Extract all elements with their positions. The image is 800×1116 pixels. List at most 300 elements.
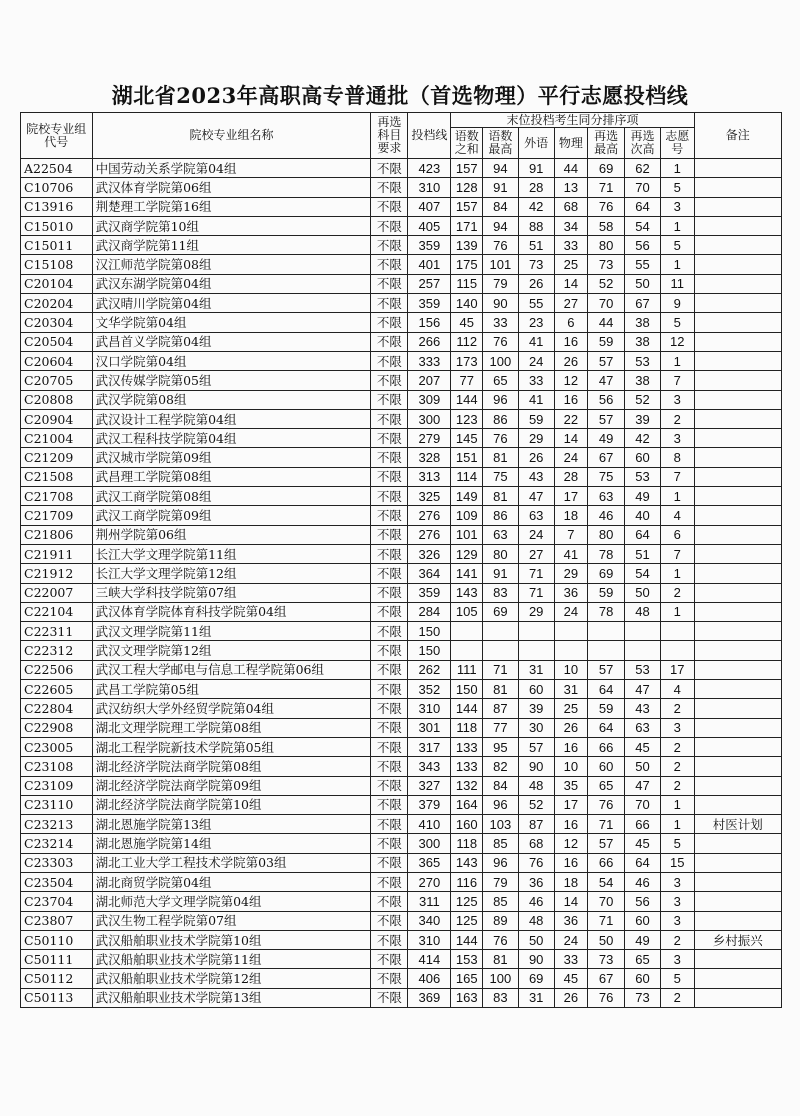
cell-code: C21209 — [21, 448, 93, 467]
table-row — [21, 371, 782, 390]
cell-code: C50112 — [21, 969, 93, 988]
cell-resel-max: 49 — [588, 429, 625, 448]
cell-yushu-sum: 143 — [451, 583, 483, 602]
cell-name: 三峡大学科技学院第07组 — [92, 583, 371, 602]
cell-score: 328 — [408, 448, 451, 467]
cell-physics: 26 — [554, 988, 588, 1007]
cell-physics: 16 — [554, 737, 588, 756]
cell-resel-max: 73 — [588, 950, 625, 969]
cell-wish: 5 — [660, 236, 694, 255]
cell-physics: 10 — [554, 660, 588, 679]
cell-wish: 3 — [660, 911, 694, 930]
cell-yushu-max: 103 — [483, 815, 519, 834]
cell-resel-max: 70 — [588, 294, 625, 313]
cell-remark — [694, 911, 781, 930]
cell-wish: 2 — [660, 988, 694, 1007]
cell-requirement: 不限 — [371, 795, 408, 814]
cell-resel-max: 60 — [588, 757, 625, 776]
cell-remark — [694, 506, 781, 525]
table-row — [21, 815, 782, 834]
cell-foreign: 90 — [518, 757, 554, 776]
cell-yushu-sum: 150 — [451, 680, 483, 699]
cell-foreign: 47 — [518, 487, 554, 506]
cell-code: C23109 — [21, 776, 93, 795]
cell-requirement: 不限 — [371, 448, 408, 467]
cell-resel-second: 49 — [625, 487, 661, 506]
header-yushu-sum: 语数之和 — [451, 128, 483, 159]
cell-wish: 1 — [660, 255, 694, 274]
cell-remark — [694, 525, 781, 544]
cell-foreign: 68 — [518, 834, 554, 853]
cell-remark — [694, 602, 781, 621]
cell-wish: 1 — [660, 351, 694, 370]
cell-yushu-max: 81 — [483, 487, 519, 506]
cell-wish: 1 — [660, 602, 694, 621]
cell-physics: 13 — [554, 178, 588, 197]
cell-yushu-sum: 144 — [451, 390, 483, 409]
table-row — [21, 159, 782, 178]
cell-name: 湖北经济学院法商学院第09组 — [92, 776, 371, 795]
cell-yushu-sum: 139 — [451, 236, 483, 255]
cell-requirement: 不限 — [371, 872, 408, 891]
table-row — [21, 737, 782, 756]
cell-name: 长江大学文理学院第12组 — [92, 564, 371, 583]
cell-name: 武汉体育学院体育科技学院第04组 — [92, 602, 371, 621]
cell-resel-max: 75 — [588, 467, 625, 486]
cell-wish — [660, 622, 694, 641]
cell-requirement: 不限 — [371, 834, 408, 853]
cell-physics: 18 — [554, 872, 588, 891]
cell-wish: 9 — [660, 294, 694, 313]
cell-name: 武汉文理学院第11组 — [92, 622, 371, 641]
cell-yushu-sum: 157 — [451, 159, 483, 178]
cell-resel-second: 56 — [625, 236, 661, 255]
cell-resel-second: 56 — [625, 892, 661, 911]
cell-resel-second: 65 — [625, 950, 661, 969]
cell-name: 湖北商贸学院第04组 — [92, 872, 371, 891]
cell-name: 武汉商学院第10组 — [92, 216, 371, 235]
cell-wish: 3 — [660, 872, 694, 891]
cell-yushu-max: 80 — [483, 544, 519, 563]
cell-code: C23303 — [21, 853, 93, 872]
cell-yushu-sum: 157 — [451, 197, 483, 216]
cell-resel-second: 62 — [625, 159, 661, 178]
table-row — [21, 429, 782, 448]
cell-physics: 25 — [554, 699, 588, 718]
table-row — [21, 216, 782, 235]
cell-yushu-sum — [451, 622, 483, 641]
cell-yushu-max — [483, 641, 519, 660]
cell-name: 武昌工学院第05组 — [92, 680, 371, 699]
header-resel-second: 再选次高 — [625, 128, 661, 159]
cell-yushu-max: 65 — [483, 371, 519, 390]
cell-physics: 7 — [554, 525, 588, 544]
header-wish: 志愿号 — [660, 128, 694, 159]
cell-code: C20705 — [21, 371, 93, 390]
cell-resel-max: 64 — [588, 680, 625, 699]
table-row — [21, 872, 782, 891]
cell-remark — [694, 853, 781, 872]
cell-name: 武汉城市学院第09组 — [92, 448, 371, 467]
header-yushu-max: 语数最高 — [483, 128, 519, 159]
cell-yushu-max: 81 — [483, 680, 519, 699]
table-row — [21, 853, 782, 872]
cell-wish: 2 — [660, 776, 694, 795]
cell-code: C23005 — [21, 737, 93, 756]
cell-resel-max: 47 — [588, 371, 625, 390]
cell-score: 207 — [408, 371, 451, 390]
cell-score: 343 — [408, 757, 451, 776]
cell-foreign: 48 — [518, 911, 554, 930]
cell-yushu-max: 77 — [483, 718, 519, 737]
cell-physics: 10 — [554, 757, 588, 776]
cell-wish: 7 — [660, 467, 694, 486]
cell-foreign: 59 — [518, 409, 554, 428]
cell-code: C23108 — [21, 757, 93, 776]
cell-code: C22311 — [21, 622, 93, 641]
cell-resel-second: 64 — [625, 197, 661, 216]
cell-resel-second: 43 — [625, 699, 661, 718]
cell-yushu-max: 100 — [483, 969, 519, 988]
cell-remark — [694, 718, 781, 737]
cell-foreign: 52 — [518, 795, 554, 814]
cell-code: C50110 — [21, 930, 93, 949]
table-row — [21, 602, 782, 621]
cell-wish: 2 — [660, 930, 694, 949]
cell-name: 湖北恩施学院第13组 — [92, 815, 371, 834]
cell-code: C23213 — [21, 815, 93, 834]
cell-yushu-sum: 77 — [451, 371, 483, 390]
cell-score: 284 — [408, 602, 451, 621]
cell-yushu-sum: 145 — [451, 429, 483, 448]
cell-code: C21004 — [21, 429, 93, 448]
cell-foreign: 57 — [518, 737, 554, 756]
cell-requirement: 不限 — [371, 274, 408, 293]
cell-yushu-sum: 144 — [451, 930, 483, 949]
cell-requirement: 不限 — [371, 294, 408, 313]
cell-score: 364 — [408, 564, 451, 583]
table-row — [21, 757, 782, 776]
cell-name: 湖北文理学院理工学院第08组 — [92, 718, 371, 737]
cell-requirement: 不限 — [371, 969, 408, 988]
cell-code: C22007 — [21, 583, 93, 602]
cell-yushu-max: 82 — [483, 757, 519, 776]
cell-name: 武汉文理学院第12组 — [92, 641, 371, 660]
cell-yushu-sum: 133 — [451, 737, 483, 756]
cell-yushu-sum: 143 — [451, 853, 483, 872]
cell-name: 武汉设计工程学院第04组 — [92, 409, 371, 428]
cell-foreign: 23 — [518, 313, 554, 332]
table-row — [21, 892, 782, 911]
cell-requirement: 不限 — [371, 332, 408, 351]
cell-yushu-sum: 125 — [451, 892, 483, 911]
cell-remark — [694, 680, 781, 699]
cell-wish: 1 — [660, 815, 694, 834]
cell-name: 武昌首义学院第04组 — [92, 332, 371, 351]
cell-name: 武汉晴川学院第04组 — [92, 294, 371, 313]
cell-score: 270 — [408, 872, 451, 891]
cell-requirement: 不限 — [371, 757, 408, 776]
cell-resel-max — [588, 622, 625, 641]
cell-resel-second: 38 — [625, 332, 661, 351]
cell-resel-second: 50 — [625, 757, 661, 776]
cell-score: 405 — [408, 216, 451, 235]
cell-remark — [694, 737, 781, 756]
cell-yushu-sum: 112 — [451, 332, 483, 351]
cell-physics: 33 — [554, 236, 588, 255]
cell-remark — [694, 969, 781, 988]
cell-resel-second: 70 — [625, 795, 661, 814]
cell-code: C20204 — [21, 294, 93, 313]
cell-yushu-sum: 144 — [451, 699, 483, 718]
cell-yushu-sum: 111 — [451, 660, 483, 679]
cell-foreign: 73 — [518, 255, 554, 274]
cell-remark — [694, 429, 781, 448]
cell-resel-second — [625, 641, 661, 660]
cell-yushu-max: 76 — [483, 332, 519, 351]
cell-score: 325 — [408, 487, 451, 506]
cell-requirement: 不限 — [371, 197, 408, 216]
table-row — [21, 351, 782, 370]
cell-name: 武汉船舶职业技术学院第12组 — [92, 969, 371, 988]
cell-name: 武汉学院第08组 — [92, 390, 371, 409]
cell-requirement: 不限 — [371, 506, 408, 525]
cell-wish: 2 — [660, 409, 694, 428]
cell-physics: 22 — [554, 409, 588, 428]
cell-remark: 村医计划 — [694, 815, 781, 834]
cell-remark — [694, 544, 781, 563]
cell-code: C22908 — [21, 718, 93, 737]
cell-yushu-sum: 45 — [451, 313, 483, 332]
cell-resel-second: 50 — [625, 583, 661, 602]
cell-requirement: 不限 — [371, 255, 408, 274]
cell-foreign: 30 — [518, 718, 554, 737]
table-row — [21, 583, 782, 602]
cell-foreign: 50 — [518, 930, 554, 949]
cell-yushu-max: 94 — [483, 159, 519, 178]
cell-score: 379 — [408, 795, 451, 814]
cell-yushu-max: 76 — [483, 236, 519, 255]
cell-requirement: 不限 — [371, 776, 408, 795]
cell-resel-second: 67 — [625, 294, 661, 313]
cell-wish: 5 — [660, 969, 694, 988]
header-code: 院校专业组代号 — [21, 113, 93, 159]
cell-yushu-max: 71 — [483, 660, 519, 679]
cell-remark — [694, 583, 781, 602]
cell-resel-second: 60 — [625, 448, 661, 467]
cell-remark — [694, 950, 781, 969]
cell-code: C21806 — [21, 525, 93, 544]
cell-wish — [660, 641, 694, 660]
cell-physics — [554, 641, 588, 660]
cell-resel-max: 59 — [588, 583, 625, 602]
cell-resel-second: 64 — [625, 853, 661, 872]
cell-foreign: 43 — [518, 467, 554, 486]
table-row — [21, 467, 782, 486]
cell-yushu-sum: 151 — [451, 448, 483, 467]
header-requirement: 再选科目要求 — [371, 113, 408, 159]
cell-physics: 36 — [554, 583, 588, 602]
cell-resel-second: 50 — [625, 274, 661, 293]
document-title: 湖北省2023年高职高专普通批（首选物理）平行志愿投档线 — [111, 83, 689, 108]
cell-score: 301 — [408, 718, 451, 737]
cell-physics: 41 — [554, 544, 588, 563]
cell-name: 武汉船舶职业技术学院第13组 — [92, 988, 371, 1007]
cell-foreign: 28 — [518, 178, 554, 197]
cell-yushu-max: 94 — [483, 216, 519, 235]
cell-resel-max: 63 — [588, 487, 625, 506]
cell-resel-second: 70 — [625, 178, 661, 197]
header-tiebreak-group: 末位投档考生同分排序项 — [451, 113, 694, 128]
cell-requirement: 不限 — [371, 718, 408, 737]
table-header — [21, 113, 782, 159]
cell-remark — [694, 332, 781, 351]
cell-foreign: 41 — [518, 390, 554, 409]
cell-foreign: 88 — [518, 216, 554, 235]
cell-score: 309 — [408, 390, 451, 409]
table-row — [21, 988, 782, 1007]
cell-resel-max: 80 — [588, 236, 625, 255]
cell-name: 荆州学院第06组 — [92, 525, 371, 544]
cell-requirement: 不限 — [371, 564, 408, 583]
cell-name: 武汉工商学院第09组 — [92, 506, 371, 525]
cell-resel-max: 65 — [588, 776, 625, 795]
cell-remark — [694, 236, 781, 255]
cell-resel-second: 64 — [625, 525, 661, 544]
cell-yushu-max: 91 — [483, 564, 519, 583]
cell-physics: 12 — [554, 371, 588, 390]
cell-name: 湖北经济学院法商学院第08组 — [92, 757, 371, 776]
cell-resel-second: 53 — [625, 660, 661, 679]
cell-resel-second: 54 — [625, 216, 661, 235]
cell-yushu-sum: 125 — [451, 911, 483, 930]
cell-yushu-sum: 129 — [451, 544, 483, 563]
cell-resel-second: 66 — [625, 815, 661, 834]
cell-code: C20904 — [21, 409, 93, 428]
cell-requirement: 不限 — [371, 236, 408, 255]
cell-code: C15108 — [21, 255, 93, 274]
cell-yushu-max: 76 — [483, 429, 519, 448]
cell-wish: 4 — [660, 506, 694, 525]
cell-requirement: 不限 — [371, 950, 408, 969]
table-row — [21, 930, 782, 949]
cell-code: C23704 — [21, 892, 93, 911]
cell-remark — [694, 313, 781, 332]
cell-requirement: 不限 — [371, 930, 408, 949]
cell-physics: 68 — [554, 197, 588, 216]
cell-yushu-sum: 128 — [451, 178, 483, 197]
cell-score: 300 — [408, 834, 451, 853]
cell-foreign: 60 — [518, 680, 554, 699]
cell-yushu-sum: 165 — [451, 969, 483, 988]
cell-name: 武汉工商学院第08组 — [92, 487, 371, 506]
cell-wish: 1 — [660, 487, 694, 506]
cell-wish: 1 — [660, 216, 694, 235]
cell-name: 武汉生物工程学院第07组 — [92, 911, 371, 930]
cell-remark — [694, 274, 781, 293]
cell-remark — [694, 776, 781, 795]
cell-yushu-max: 79 — [483, 274, 519, 293]
cell-foreign: 69 — [518, 969, 554, 988]
cell-requirement: 不限 — [371, 159, 408, 178]
cell-remark — [694, 699, 781, 718]
cell-requirement: 不限 — [371, 544, 408, 563]
cell-requirement: 不限 — [371, 641, 408, 660]
cell-name: 湖北恩施学院第14组 — [92, 834, 371, 853]
cell-yushu-max: 84 — [483, 197, 519, 216]
cell-physics: 6 — [554, 313, 588, 332]
cell-foreign: 31 — [518, 988, 554, 1007]
cell-foreign: 41 — [518, 332, 554, 351]
table-row — [21, 950, 782, 969]
cell-resel-max: 80 — [588, 525, 625, 544]
cell-resel-second: 53 — [625, 351, 661, 370]
cell-code: C20104 — [21, 274, 93, 293]
cell-code: C21708 — [21, 487, 93, 506]
cell-yushu-sum: 153 — [451, 950, 483, 969]
table-row — [21, 544, 782, 563]
cell-resel-max: 67 — [588, 969, 625, 988]
cell-remark — [694, 448, 781, 467]
cell-physics: 14 — [554, 274, 588, 293]
cell-code: C23807 — [21, 911, 93, 930]
cell-yushu-sum: 118 — [451, 718, 483, 737]
cell-requirement: 不限 — [371, 313, 408, 332]
cell-code: C22506 — [21, 660, 93, 679]
cell-score: 423 — [408, 159, 451, 178]
cell-score: 340 — [408, 911, 451, 930]
cell-physics: 24 — [554, 448, 588, 467]
header-remark: 备注 — [694, 113, 781, 159]
cell-physics: 26 — [554, 718, 588, 737]
cell-resel-second: 52 — [625, 390, 661, 409]
cell-physics: 14 — [554, 429, 588, 448]
cell-resel-max: 58 — [588, 216, 625, 235]
admission-score-table — [20, 112, 782, 1008]
cell-resel-second: 47 — [625, 776, 661, 795]
cell-physics: 44 — [554, 159, 588, 178]
cell-resel-max: 71 — [588, 178, 625, 197]
cell-requirement: 不限 — [371, 467, 408, 486]
cell-resel-second: 45 — [625, 737, 661, 756]
cell-score: 262 — [408, 660, 451, 679]
table-row — [21, 332, 782, 351]
cell-wish: 2 — [660, 757, 694, 776]
cell-resel-second — [625, 622, 661, 641]
cell-foreign: 29 — [518, 602, 554, 621]
cell-resel-max: 57 — [588, 660, 625, 679]
cell-remark — [694, 390, 781, 409]
cell-physics — [554, 622, 588, 641]
cell-resel-max: 71 — [588, 815, 625, 834]
cell-physics: 27 — [554, 294, 588, 313]
cell-score: 300 — [408, 409, 451, 428]
cell-score: 317 — [408, 737, 451, 756]
cell-resel-second: 60 — [625, 911, 661, 930]
cell-foreign: 31 — [518, 660, 554, 679]
cell-requirement: 不限 — [371, 815, 408, 834]
cell-yushu-max: 86 — [483, 409, 519, 428]
cell-requirement: 不限 — [371, 622, 408, 641]
cell-code: C23110 — [21, 795, 93, 814]
cell-name: 汉江师范学院第08组 — [92, 255, 371, 274]
cell-score: 310 — [408, 178, 451, 197]
cell-foreign: 36 — [518, 872, 554, 891]
cell-foreign: 42 — [518, 197, 554, 216]
cell-requirement: 不限 — [371, 371, 408, 390]
cell-yushu-max: 84 — [483, 776, 519, 795]
cell-yushu-max: 86 — [483, 506, 519, 525]
